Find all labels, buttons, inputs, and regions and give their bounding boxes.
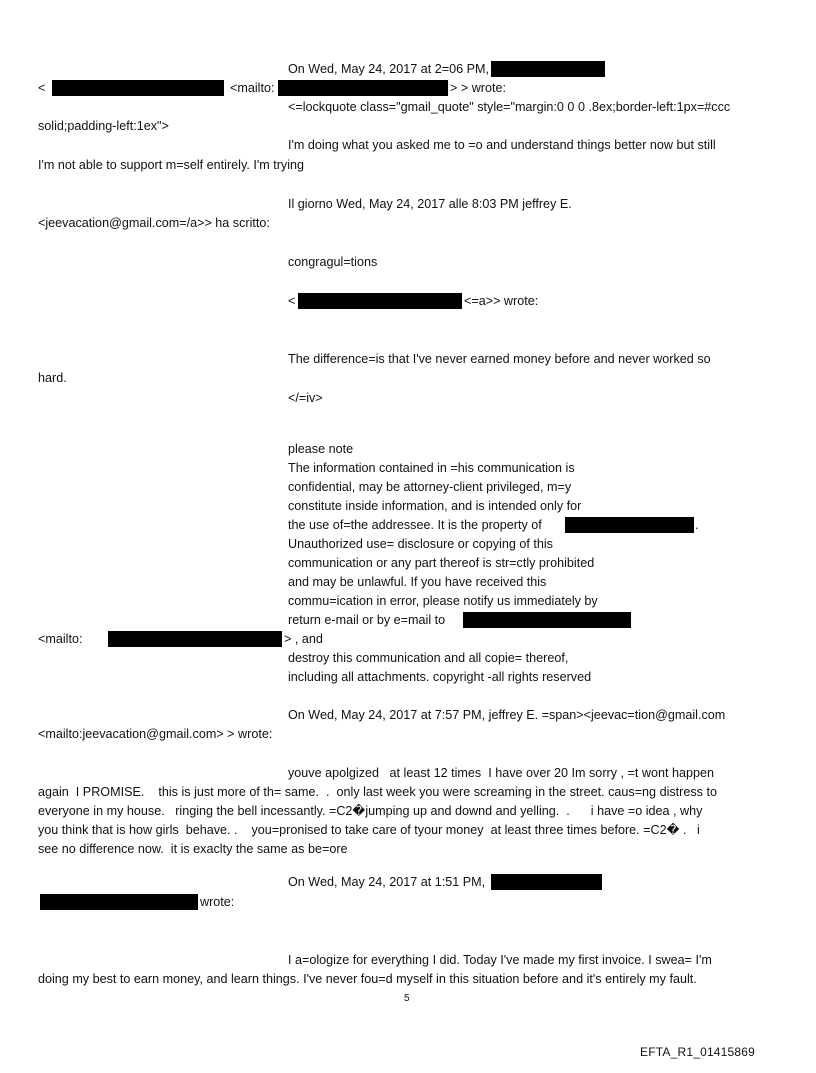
header-text: <=a>> wrote: [464,294,539,308]
bates-number: EFTA_R1_01415869 [640,1045,756,1059]
redaction [298,293,462,309]
message-line: see no difference now. it is exaclty the same as be=ore [38,842,348,856]
message-line: doing my best to earn money, and learn things. I've never fou=d myself in this situation before and it's entirely my fault. [38,972,697,986]
disclaimer-line: confidential, may be attorney-client privileged, m=y [288,480,572,494]
redaction [278,80,448,96]
message-line: hard. [38,371,67,385]
header-line: On Wed, May 24, 2017 at 7:57 PM, jeffrey E. =span><jeevac=tion@gmail.com [288,708,726,722]
header-date: On Wed, May 24, 2017 at 2=06 PM, [288,62,490,76]
disclaimer-line: The information contained in =his communication is [288,461,575,475]
message-line: again I PROMISE. this is just more of th= same. . only last week you were screaming in the street. caus=ng distress to [38,785,717,799]
header-line: <jeevacation@gmail.com=/a>> ha scritto: [38,216,270,230]
disclaimer-line: destroy this communication and all copie= thereof, [288,651,569,665]
redaction [40,894,198,910]
html-fragment: <=lockquote class="gmail_quote" style="margin:0 0 0 .8ex;border-left:1px=#ccc [288,100,731,114]
message-line: everyone in my house. ringing the bell incessantly. =C2�jumping up and downd and yelling. . i have =o idea , why [38,804,703,818]
html-fragment: solid;padding-left:1ex"> [38,119,169,133]
header-line: Il giorno Wed, May 24, 2017 alle 8:03 PM jeffrey E. [288,197,572,211]
header-text: > > wrote: [450,81,507,95]
header-line: <mailto:jeevacation@gmail.com> > wrote: [38,727,273,741]
message-line: I'm doing what you asked me to =o and understand things better now but still [288,138,716,152]
disclaimer-line: <mailto: [38,632,83,646]
redaction [52,80,224,96]
disclaimer-line: the use of=the addressee. It is the property of [288,518,542,532]
disclaimer-line: > , and [284,632,323,646]
disclaimer-period: . [695,518,699,532]
message-line: youve apolgized at least 12 times I have over 20 Im sorry , =t wont happen [288,766,714,780]
header-text: <mailto: [230,81,275,95]
header-text: < [288,294,296,308]
disclaimer-line: including all attachments. copyright -all rights reserved [288,670,592,684]
disclaimer-line: Unauthorized use= disclosure or copying of this [288,537,553,551]
redaction [491,874,602,890]
header-date: On Wed, May 24, 2017 at 1:51 PM, [288,875,486,889]
disclaimer-line: and may be unlawful. If you have received this [288,575,547,589]
html-fragment: </=iv> [288,391,323,405]
message-line: I'm not able to support m=self entirely. I'm trying [38,158,305,172]
disclaimer-line: return e-mail or by e=mail to [288,613,446,627]
disclaimer-line: communication or any part thereof is str=ctly prohibited [288,556,595,570]
redaction [565,517,694,533]
disclaimer-line: please note [288,442,354,456]
disclaimer-line: commu=ication in error, please notify us immediately by [288,594,598,608]
message-line: I a=ologize for everything I did. Today I've made my first invoice. I swea= I'm [288,953,712,967]
redaction [108,631,282,647]
header-text: wrote: [200,895,235,909]
redaction [491,61,605,77]
message-line: congragul=tions [288,255,378,269]
message-line: you think that is how girls behave. . you=pronised to take care of tyour money at least three times before. =C2� . i [38,823,700,837]
redaction [463,612,631,628]
message-line: The difference=is that I've never earned money before and never worked so [288,352,711,366]
disclaimer-line: constitute inside information, and is intended only for [288,499,582,513]
page-number: 5 [404,993,410,1004]
header-text: < [38,81,46,95]
